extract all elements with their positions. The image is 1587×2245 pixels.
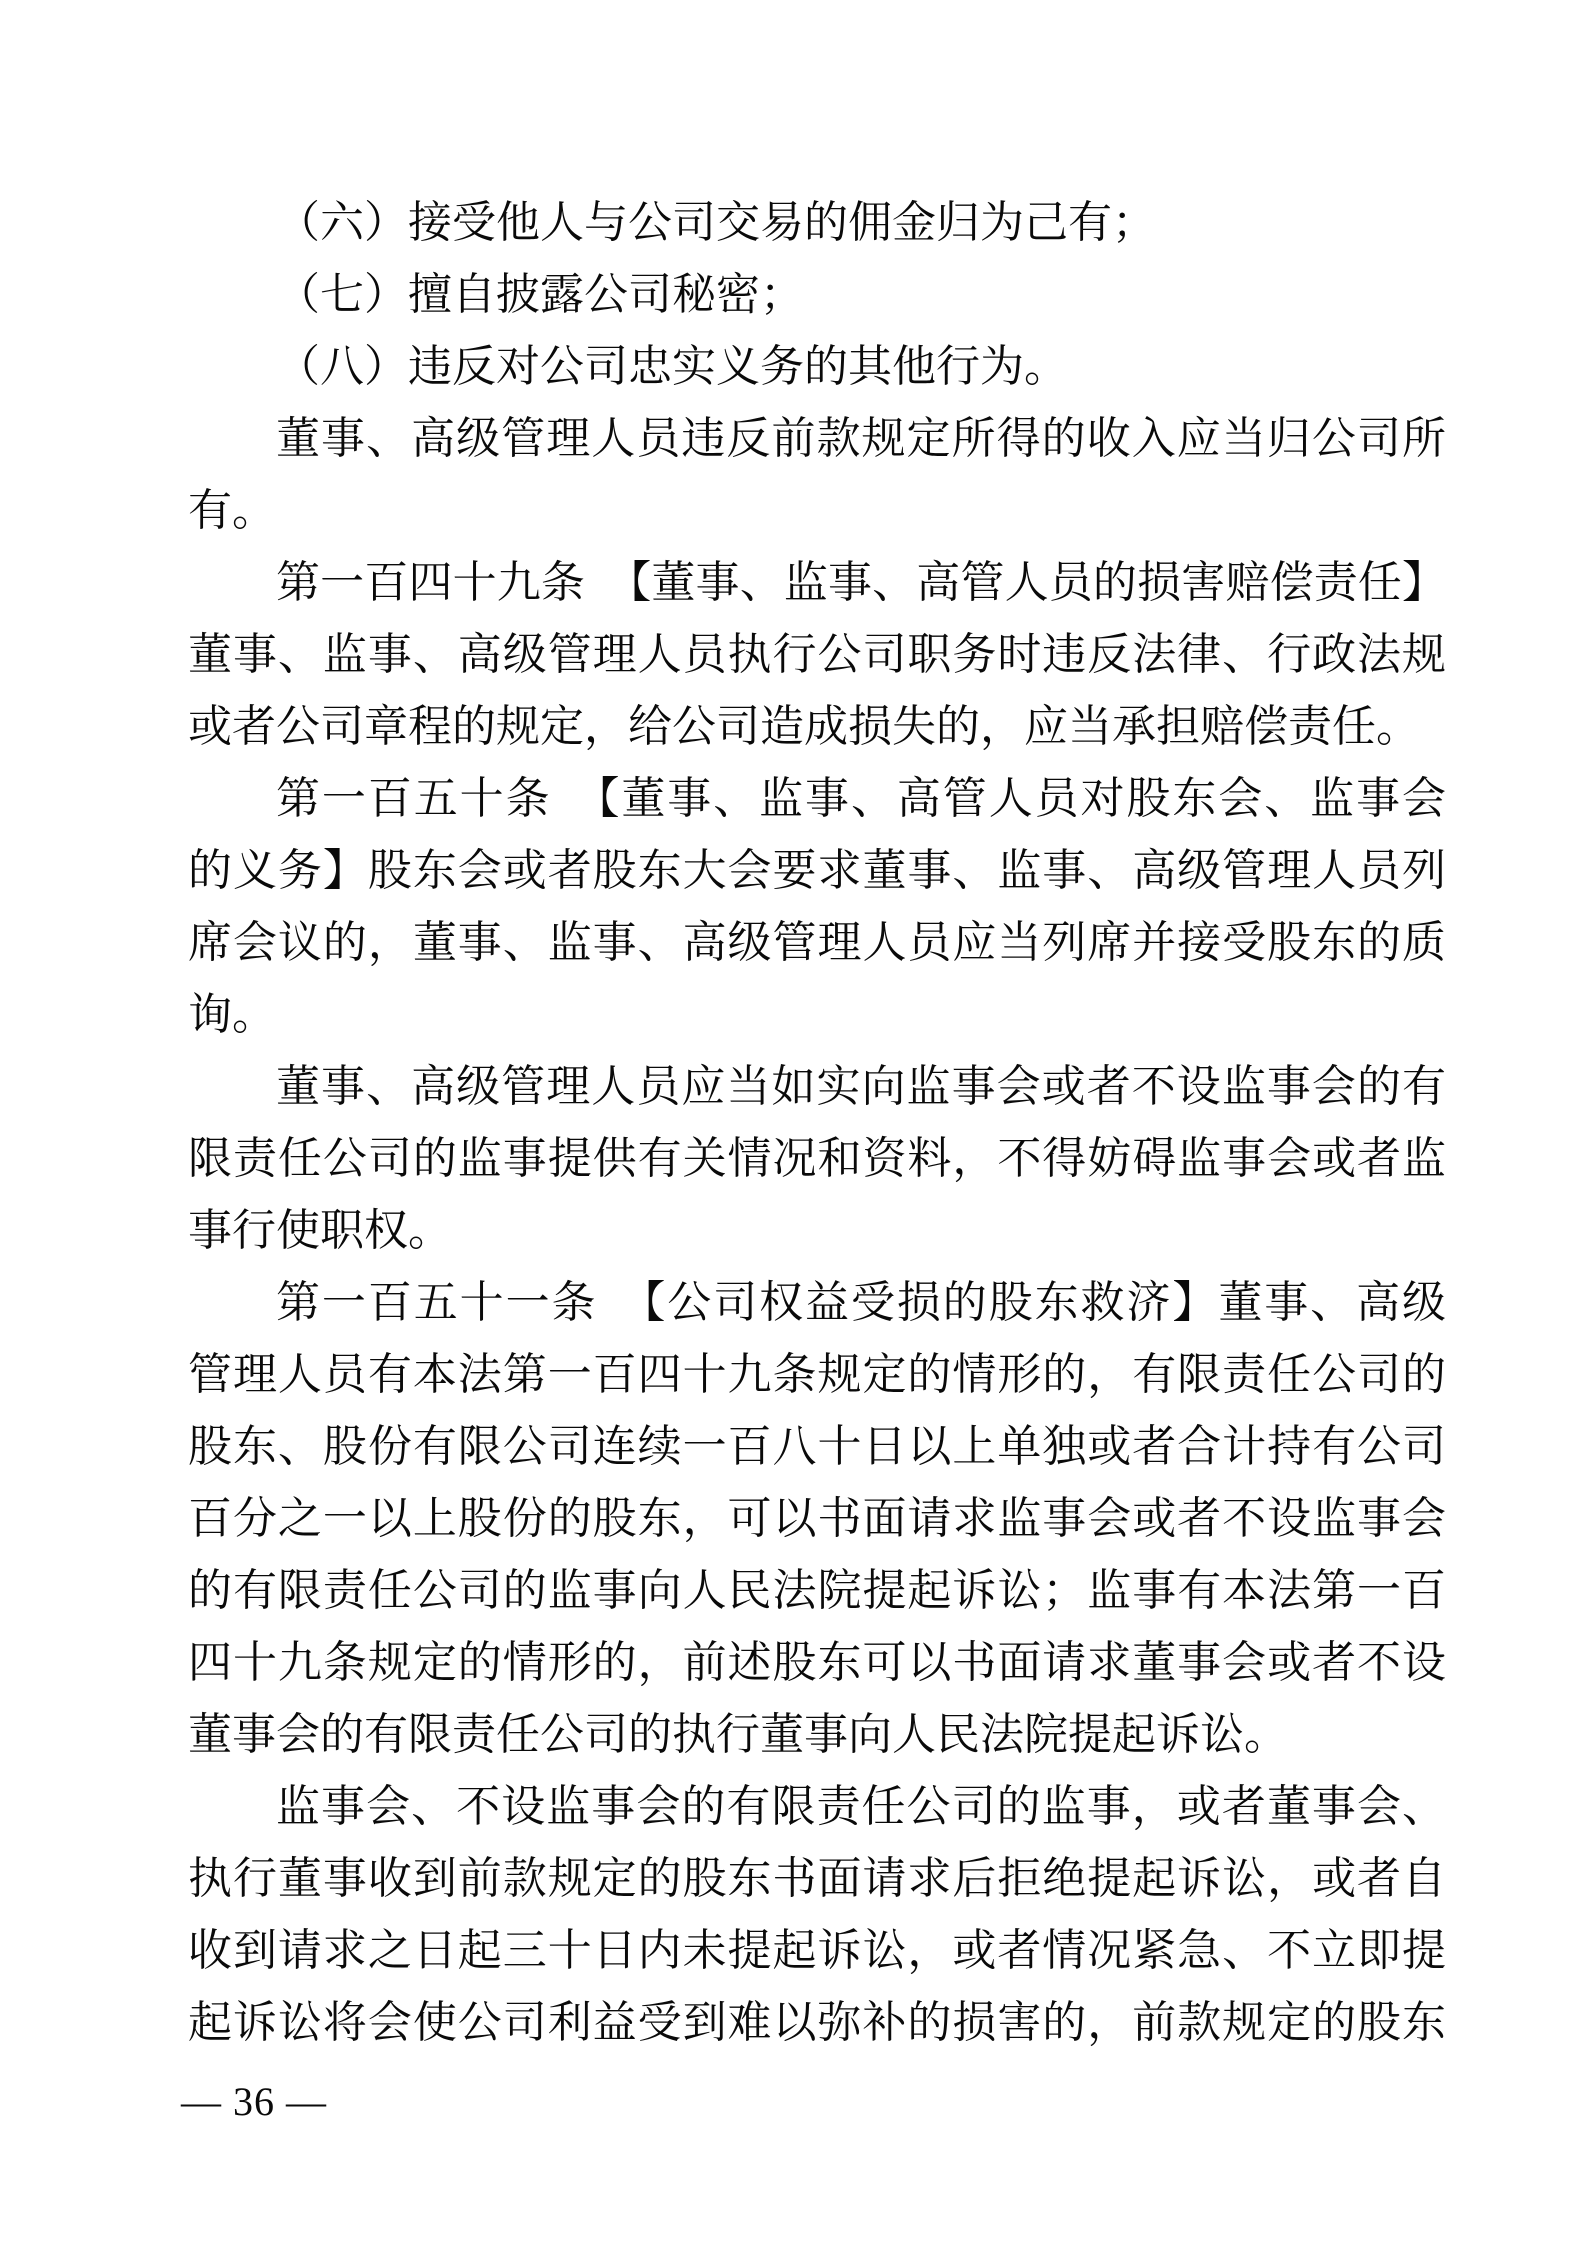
text-line: 收到请求之日起三十日内未提起诉讼，或者情况紧急、不立即提 <box>188 1926 1446 1975</box>
text-line: 席会议的，董事、监事、高级管理人员应当列席并接受股东的质 <box>188 918 1446 967</box>
text-line: 管理人员有本法第一百四十九条规定的情形的，有限责任公司的 <box>188 1350 1446 1399</box>
text-line: 百分之一以上股份的股东，可以书面请求监事会或者不设监事会 <box>188 1494 1446 1543</box>
text-line: 第一百五十条 【董事、监事、高管人员对股东会、监事会 <box>276 774 1446 823</box>
text-line: 董事、高级管理人员违反前款规定所得的收入应当归公司所 <box>276 414 1446 463</box>
page-number: — 36 — <box>181 2079 327 2124</box>
text-line: 询。 <box>188 990 276 1039</box>
text-line: （六）接受他人与公司交易的佣金归为己有； <box>276 198 1156 247</box>
text-line: 董事会的有限责任公司的执行董事向人民法院提起诉讼。 <box>188 1710 1288 1759</box>
text-line: 限责任公司的监事提供有关情况和资料，不得妨碍监事会或者监 <box>188 1134 1446 1183</box>
text-line: 第一百四十九条 【董事、监事、高管人员的损害赔偿责任】 <box>276 558 1446 607</box>
text-line: 起诉讼将会使公司利益受到难以弥补的损害的，前款规定的股东 <box>188 1998 1446 2047</box>
text-line: （八）违反对公司忠实义务的其他行为。 <box>276 342 1068 391</box>
text-line: 第一百五十一条 【公司权益受损的股东救济】董事、高级 <box>276 1278 1446 1327</box>
document-body <box>188 187 1446 2059</box>
text-line: 事行使职权。 <box>188 1206 452 1255</box>
text-line: 董事、监事、高级管理人员执行公司职务时违反法律、行政法规 <box>188 630 1446 679</box>
text-line: 执行董事收到前款规定的股东书面请求后拒绝提起诉讼，或者自 <box>188 1854 1446 1903</box>
text-line: 股东、股份有限公司连续一百八十日以上单独或者合计持有公司 <box>188 1422 1446 1471</box>
text-line: 有。 <box>188 486 276 535</box>
text-line: 监事会、不设监事会的有限责任公司的监事，或者董事会、 <box>276 1782 1446 1831</box>
text-line: （七）擅自披露公司秘密； <box>276 270 804 319</box>
text-line: 的义务】股东会或者股东大会要求董事、监事、高级管理人员列 <box>188 846 1446 895</box>
text-line: 四十九条规定的情形的，前述股东可以书面请求董事会或者不设 <box>188 1638 1446 1687</box>
text-line: 董事、高级管理人员应当如实向监事会或者不设监事会的有 <box>276 1062 1446 1111</box>
text-line: 的有限责任公司的监事向人民法院提起诉讼；监事有本法第一百 <box>188 1566 1446 1615</box>
text-line: 或者公司章程的规定，给公司造成损失的，应当承担赔偿责任。 <box>188 702 1420 751</box>
